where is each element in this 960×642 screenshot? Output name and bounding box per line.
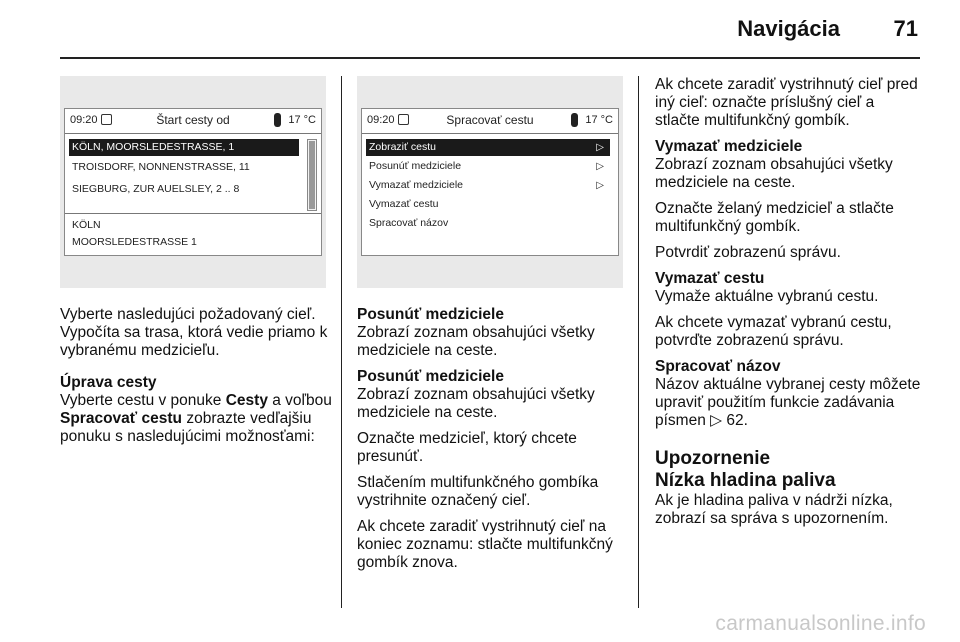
screenshot-start-route (60, 76, 326, 288)
menu-item[interactable]: Spracovať názov (369, 217, 449, 229)
column-divider-2 (638, 76, 639, 608)
detail-city: KÖLN (72, 219, 101, 231)
paragraph: Označte želaný medzicieľ a stlačte multifunkčný gombík. (655, 200, 894, 235)
paragraph: Ak chcete vymazať vybranú cestu, potvrďte zobrazenú správu. (655, 314, 892, 349)
paragraph: Názov aktuálne vybranej cesty môžete upraviť použitím funkcie zadávania písmen ▷ 62. (655, 376, 921, 429)
screen-time: 09:20 (367, 114, 395, 126)
menu-ref: Cesty (225, 392, 268, 409)
paragraph: Vyberte cestu v ponuke Cesty a voľbou Spracovať cestu zobrazte vedľajšiu ponuku s nasledujúcimi možnosťami: (60, 392, 332, 445)
menu-item[interactable]: Vymazať medziciele ▷ (366, 177, 610, 194)
column-3-text (655, 76, 923, 536)
screen-temperature: 17 °C (288, 114, 316, 126)
screen-title: Spracovať cestu (446, 113, 534, 127)
paragraph: Zobrazí zoznam obsahujúci všetky medziciele na ceste. (357, 324, 595, 359)
section-heading: Úprava cesty (60, 374, 157, 391)
section-heading: Vymazať cestu (655, 270, 765, 287)
paragraph: Ak chcete zaradiť vystrihnutý cieľ pred iný cieľ: označte príslušný cieľ a stlačte multifunkčný gombík. (655, 76, 918, 129)
paragraph: Zobrazí zoznam obsahujúci všetky medziciele na ceste. (357, 386, 595, 421)
paragraph: Zobrazí zoznam obsahujúci všetky medziciele na ceste. (655, 156, 893, 191)
paragraph: Ak je hladina paliva v nádrži nízka, zobrazí sa správa s upozornením. (655, 492, 893, 527)
thermometer-icon (274, 113, 281, 127)
header-rule (60, 57, 920, 59)
menu-item[interactable]: Vymazať cestu (369, 198, 439, 210)
page-header-title: Navigácia (737, 16, 840, 41)
screen-title: Štart cesty od (156, 113, 230, 127)
screen-time: 09:20 (70, 114, 98, 126)
warning-heading: Upozornenie (655, 448, 771, 469)
watermark: carmanualsonline.info (715, 612, 926, 635)
column-1-text (60, 306, 332, 454)
subsection-heading: Nízka hladina paliva (655, 470, 836, 491)
section-heading: Vymazať medziciele (655, 138, 803, 155)
list-item[interactable]: KÖLN, MOORSLEDESTRASSE, 1 (69, 139, 299, 156)
column-2-text (357, 306, 632, 580)
screen-divider (65, 213, 321, 214)
chevron-right-icon: ▷ (596, 142, 604, 153)
display-screen (361, 108, 619, 256)
menu-ref: Spracovať cestu (60, 410, 183, 427)
column-divider-1 (341, 76, 342, 608)
detail-street: MOORSLEDESTRASSE 1 (72, 236, 197, 248)
scrollbar[interactable] (307, 139, 317, 211)
paragraph: Vyberte nasledujúci požadovaný cieľ. Vypočíta sa trasa, ktorá vedie priamo k vybranému medzicieľu. (60, 306, 328, 359)
screenshot-edit-route (357, 76, 623, 288)
page-ref[interactable]: 62 (726, 412, 744, 429)
paragraph: Stlačením multifunkčného gombíka vystrihnite označený cieľ. (357, 474, 599, 509)
screen-temperature: 17 °C (585, 114, 613, 126)
paragraph: Označte medzicieľ, ktorý chcete presunúť. (357, 430, 577, 465)
list-item[interactable]: SIEGBURG, ZUR AUELSLEY, 2 .. 8 (72, 183, 240, 195)
paragraph: Vymaže aktuálne vybranú cestu. (655, 288, 879, 305)
scroll-thumb[interactable] (309, 141, 315, 209)
chevron-right-icon: ▷ (596, 161, 604, 172)
section-heading: Posunúť medziciele (357, 368, 504, 385)
list-item[interactable]: TROISDORF, NONNENSTRASSE, 11 (72, 161, 250, 173)
menu-item[interactable]: Posunúť medziciele ▷ (366, 158, 610, 175)
screen-header (65, 109, 321, 134)
page-ref-icon: ▷ (710, 412, 727, 429)
paragraph: Potvrdiť zobrazenú správu. (655, 244, 841, 261)
menu-item[interactable]: Zobraziť cestu ▷ (366, 139, 610, 156)
display-screen (64, 108, 322, 256)
chevron-right-icon: ▷ (596, 180, 604, 191)
page-number: 71 (893, 16, 918, 41)
paragraph: Ak chcete zaradiť vystrihnutý cieľ na koniec zoznamu: stlačte multifunkčný gombík znova. (357, 518, 613, 571)
section-heading: Posunúť medziciele (357, 306, 504, 323)
screen-header (362, 109, 618, 134)
section-heading: Spracovať názov (655, 358, 781, 375)
thermometer-icon (571, 113, 578, 127)
